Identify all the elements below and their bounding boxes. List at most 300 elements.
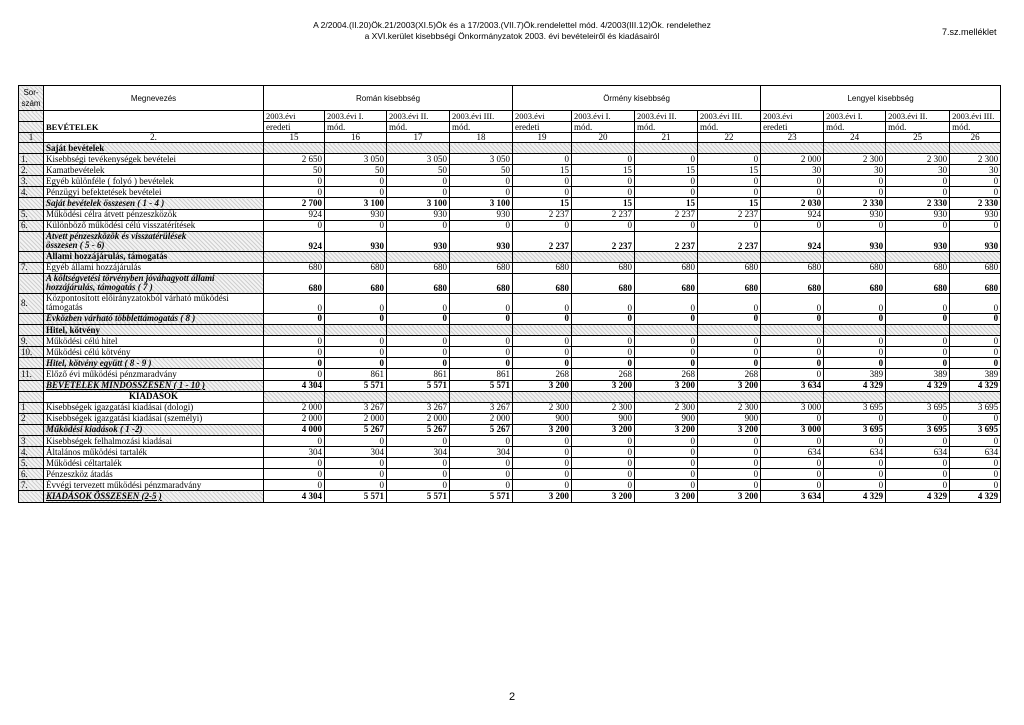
value-cell: 680 — [387, 273, 450, 293]
row-number: 7. — [19, 480, 44, 491]
row-label — [44, 273, 264, 293]
value-cell: 0 — [824, 313, 886, 324]
table-row — [19, 336, 1001, 347]
value-cell: 0 — [387, 435, 450, 446]
value-cell: 2 237 — [513, 231, 572, 251]
value-cell: 0 — [824, 187, 886, 198]
value-cell: 4 329 — [886, 491, 950, 502]
value-cell: 0 — [264, 187, 325, 198]
value-cell: 0 — [572, 447, 635, 458]
value-cell — [635, 251, 698, 262]
value-cell: 3 200 — [572, 424, 635, 435]
value-cell: 50 — [450, 165, 513, 176]
value-cell — [950, 143, 1001, 154]
value-cell: 0 — [325, 336, 387, 347]
value-cell: 924 — [264, 209, 325, 220]
value-cell: 930 — [450, 231, 513, 251]
value-cell — [761, 143, 824, 154]
value-cell: 680 — [572, 262, 635, 273]
value-cell: 3 200 — [572, 491, 635, 502]
value-cell: 930 — [387, 209, 450, 220]
value-cell: 0 — [572, 347, 635, 358]
value-cell: 0 — [761, 435, 824, 446]
value-cell: 30 — [761, 165, 824, 176]
value-cell: 2 700 — [264, 198, 325, 209]
column-type-label: mód. — [635, 122, 698, 133]
value-cell — [572, 251, 635, 262]
value-cell — [950, 251, 1001, 262]
bevetelek-title: BEVÉTELEK — [44, 111, 264, 133]
value-cell: 0 — [886, 187, 950, 198]
table-row — [19, 358, 1001, 369]
value-cell: 680 — [387, 262, 450, 273]
value-cell: 0 — [513, 154, 572, 165]
value-cell: 3 267 — [325, 402, 387, 413]
value-cell: 0 — [761, 313, 824, 324]
table-row — [19, 313, 1001, 324]
row-number: 11. — [19, 369, 44, 380]
table-row — [19, 143, 1001, 154]
value-cell: 0 — [886, 358, 950, 369]
column-type-label: mód. — [387, 122, 450, 133]
value-cell: 4 329 — [824, 380, 886, 391]
row-number: 3 — [19, 435, 44, 446]
header-line-2: a XVI.kerület kisebbségi Önkormányzatok 2003. évi bevételeiről és kiadásairól — [364, 31, 660, 41]
table-row — [19, 402, 1001, 413]
value-cell: 15 — [635, 165, 698, 176]
value-cell: 3 100 — [325, 198, 387, 209]
column-type-label: eredeti — [761, 122, 824, 133]
value-cell: 0 — [635, 469, 698, 480]
row-label: Évvégi tervezett működési pénzmaradvány — [44, 480, 264, 491]
row-number — [19, 358, 44, 369]
value-cell: 0 — [387, 313, 450, 324]
column-year-label: 2003.évi I. — [325, 111, 387, 122]
value-cell: 304 — [387, 447, 450, 458]
value-cell: 0 — [450, 458, 513, 469]
annex-label: 7.sz.melléklet — [942, 27, 997, 37]
value-cell: 0 — [824, 458, 886, 469]
table-row — [19, 447, 1001, 458]
table-row — [19, 262, 1001, 273]
value-cell: 680 — [264, 273, 325, 293]
value-cell: 0 — [635, 435, 698, 446]
value-cell: 5 571 — [325, 491, 387, 502]
value-cell: 0 — [513, 176, 572, 187]
value-cell: 0 — [572, 358, 635, 369]
row-number: 6. — [19, 220, 44, 231]
table-row — [19, 231, 1001, 251]
value-cell — [387, 325, 450, 336]
row-label: Kisebbségek felhalmozási kiadásai — [44, 435, 264, 446]
value-cell: 0 — [761, 458, 824, 469]
value-cell: 2 237 — [635, 209, 698, 220]
value-cell: 5 571 — [325, 380, 387, 391]
value-cell: 634 — [824, 447, 886, 458]
value-cell: 0 — [450, 336, 513, 347]
value-cell: 0 — [513, 347, 572, 358]
value-cell: 0 — [264, 347, 325, 358]
value-cell: 0 — [761, 369, 824, 380]
value-cell: 0 — [950, 435, 1001, 446]
value-cell — [950, 391, 1001, 402]
value-cell: 3 050 — [325, 154, 387, 165]
value-cell: 0 — [950, 176, 1001, 187]
row-label — [44, 231, 264, 251]
value-cell: 0 — [950, 336, 1001, 347]
column-year-label: 2003.évi I. — [572, 111, 635, 122]
column-number: 24 — [824, 133, 886, 143]
row-label: Kisebbségi tevékenységek bevételei — [44, 154, 264, 165]
column-type-label: mód. — [824, 122, 886, 133]
value-cell: 3 200 — [513, 380, 572, 391]
value-cell: 680 — [264, 262, 325, 273]
value-cell: 0 — [698, 447, 761, 458]
value-cell: 0 — [698, 220, 761, 231]
table-row — [19, 391, 1001, 402]
document-header — [0, 20, 1024, 42]
value-cell: 2 000 — [264, 402, 325, 413]
value-cell: 0 — [698, 480, 761, 491]
value-cell: 0 — [387, 220, 450, 231]
value-cell: 0 — [950, 480, 1001, 491]
value-cell: 0 — [572, 480, 635, 491]
column-type-label: mód. — [325, 122, 387, 133]
value-cell: 3 695 — [950, 424, 1001, 435]
value-cell: 0 — [325, 347, 387, 358]
value-cell: 0 — [635, 293, 698, 313]
value-cell: 0 — [635, 358, 698, 369]
value-cell: 0 — [824, 435, 886, 446]
value-cell: 30 — [824, 165, 886, 176]
value-cell — [761, 325, 824, 336]
value-cell: 0 — [824, 176, 886, 187]
value-cell — [513, 251, 572, 262]
value-cell: 680 — [824, 262, 886, 273]
row-label — [44, 293, 264, 313]
table-row — [19, 251, 1001, 262]
row-label: Évközben várható többlettámogatás ( 8 ) — [44, 313, 264, 324]
value-cell — [698, 143, 761, 154]
row-number: 4. — [19, 447, 44, 458]
value-cell: 0 — [387, 458, 450, 469]
column-number: 19 — [513, 133, 572, 143]
value-cell: 5 267 — [387, 424, 450, 435]
table-row — [19, 424, 1001, 435]
value-cell: 2 330 — [950, 198, 1001, 209]
table-row — [19, 220, 1001, 231]
table-row — [19, 273, 1001, 293]
value-cell: 2 000 — [325, 413, 387, 424]
value-cell: 50 — [387, 165, 450, 176]
value-cell: 0 — [761, 347, 824, 358]
row-label-line-2: összesen ( 5 - 6) — [46, 240, 105, 251]
value-cell: 924 — [761, 209, 824, 220]
value-cell: 680 — [450, 262, 513, 273]
row-label-line-1: Központosított előirányzatokból várható működési — [46, 293, 229, 304]
value-cell — [450, 251, 513, 262]
row-number — [19, 198, 44, 209]
row-number — [19, 251, 44, 262]
value-cell: 3 200 — [635, 491, 698, 502]
value-cell: 0 — [513, 220, 572, 231]
group-header-lengyel: Lengyel kisebbség — [761, 86, 1001, 111]
table-row — [19, 458, 1001, 469]
value-cell: 2 300 — [513, 402, 572, 413]
column-year-label: 2003.évi III. — [950, 111, 1001, 122]
table-row — [19, 187, 1001, 198]
value-cell: 930 — [325, 209, 387, 220]
column-year-label: 2003.évi II. — [886, 111, 950, 122]
column-number: 1 — [19, 133, 44, 143]
value-cell: 0 — [886, 220, 950, 231]
value-cell: 0 — [950, 458, 1001, 469]
value-cell: 0 — [698, 154, 761, 165]
group-header-ormeny: Örmény kisebbség — [513, 86, 761, 111]
value-cell: 0 — [886, 480, 950, 491]
value-cell: 3 200 — [513, 491, 572, 502]
column-year-label: 2003.évi III. — [698, 111, 761, 122]
value-cell: 0 — [698, 187, 761, 198]
value-cell: 0 — [513, 469, 572, 480]
value-cell: 900 — [513, 413, 572, 424]
value-cell: 680 — [325, 273, 387, 293]
value-cell: 30 — [886, 165, 950, 176]
value-cell: 0 — [886, 458, 950, 469]
value-cell: 0 — [325, 469, 387, 480]
value-cell — [635, 325, 698, 336]
value-cell — [886, 251, 950, 262]
value-cell: 930 — [824, 231, 886, 251]
value-cell: 680 — [950, 262, 1001, 273]
value-cell: 2 237 — [572, 231, 635, 251]
row-label: Működési célú hitel — [44, 336, 264, 347]
value-cell: 0 — [325, 220, 387, 231]
value-cell: 3 200 — [698, 491, 761, 502]
value-cell: 0 — [387, 187, 450, 198]
value-cell: 900 — [572, 413, 635, 424]
value-cell: 680 — [513, 273, 572, 293]
column-number: 20 — [572, 133, 635, 143]
value-cell: 930 — [824, 209, 886, 220]
value-cell: 0 — [264, 220, 325, 231]
value-cell: 0 — [264, 293, 325, 313]
value-cell: 680 — [635, 273, 698, 293]
value-cell: 0 — [572, 458, 635, 469]
value-cell: 2 237 — [698, 209, 761, 220]
value-cell: 5 571 — [450, 380, 513, 391]
value-cell: 930 — [325, 231, 387, 251]
value-cell: 268 — [572, 369, 635, 380]
table-row — [19, 480, 1001, 491]
value-cell: 0 — [824, 358, 886, 369]
value-cell: 5 267 — [450, 424, 513, 435]
value-cell: 0 — [572, 176, 635, 187]
value-cell: 2 300 — [698, 402, 761, 413]
row-label: Kisebbségek igazgatási kiadásai (dologi) — [44, 402, 264, 413]
value-cell: 0 — [635, 154, 698, 165]
table-row — [19, 325, 1001, 336]
value-cell: 0 — [824, 336, 886, 347]
header-row-groups — [19, 86, 1001, 111]
value-cell: 680 — [761, 262, 824, 273]
value-cell: 0 — [325, 435, 387, 446]
row-label: Működési kiadások ( 1 -2) — [44, 424, 264, 435]
value-cell: 2 300 — [886, 154, 950, 165]
value-cell: 304 — [325, 447, 387, 458]
row-label: Általános működési tartalék — [44, 447, 264, 458]
value-cell: 2 330 — [824, 198, 886, 209]
value-cell: 680 — [886, 262, 950, 273]
row-label: Hitel, kötvény — [44, 325, 264, 336]
value-cell: 0 — [886, 435, 950, 446]
table-row — [19, 165, 1001, 176]
value-cell — [950, 325, 1001, 336]
value-cell: 0 — [635, 458, 698, 469]
value-cell — [325, 391, 387, 402]
value-cell: 0 — [325, 458, 387, 469]
value-cell: 0 — [761, 480, 824, 491]
row-label: Működési céltartalék — [44, 458, 264, 469]
value-cell: 0 — [450, 313, 513, 324]
value-cell: 2 237 — [635, 231, 698, 251]
value-cell: 3 695 — [950, 402, 1001, 413]
value-cell: 0 — [950, 187, 1001, 198]
value-cell: 0 — [387, 469, 450, 480]
row-label: Saját bevételek — [44, 143, 264, 154]
row-number: 7. — [19, 262, 44, 273]
row-number — [19, 313, 44, 324]
value-cell: 930 — [886, 209, 950, 220]
value-cell: 4 304 — [264, 380, 325, 391]
value-cell: 0 — [824, 347, 886, 358]
value-cell: 0 — [450, 187, 513, 198]
value-cell — [572, 325, 635, 336]
value-cell: 0 — [513, 187, 572, 198]
value-cell: 0 — [698, 313, 761, 324]
value-cell: 0 — [264, 458, 325, 469]
value-cell: 304 — [264, 447, 325, 458]
value-cell: 3 695 — [824, 402, 886, 413]
row-label: Kisebbségek igazgatási kiadásai (személyi) — [44, 413, 264, 424]
value-cell: 4 329 — [824, 491, 886, 502]
table-row — [19, 154, 1001, 165]
value-cell: 5 571 — [387, 380, 450, 391]
row-label: Működési célra átvett pénzeszközök — [44, 209, 264, 220]
value-cell: 924 — [264, 231, 325, 251]
column-type-label: eredeti — [513, 122, 572, 133]
column-type-label: mód. — [572, 122, 635, 133]
value-cell: 389 — [824, 369, 886, 380]
value-cell: 0 — [886, 293, 950, 313]
value-cell: 3 267 — [387, 402, 450, 413]
group-header-roman: Román kisebbség — [264, 86, 513, 111]
value-cell: 0 — [513, 336, 572, 347]
value-cell: 680 — [450, 273, 513, 293]
value-cell: 0 — [513, 435, 572, 446]
value-cell — [513, 143, 572, 154]
table-row — [19, 380, 1001, 391]
row-label-line-2: támogatás — [46, 302, 83, 313]
value-cell — [698, 251, 761, 262]
value-cell: 0 — [513, 447, 572, 458]
value-cell: 3 200 — [698, 424, 761, 435]
row-label: Pénzügyi befektetések bevételei — [44, 187, 264, 198]
table-row — [19, 176, 1001, 187]
value-cell: 3 200 — [572, 380, 635, 391]
value-cell: 2 237 — [572, 209, 635, 220]
value-cell: 0 — [761, 293, 824, 313]
value-cell: 2 330 — [886, 198, 950, 209]
value-cell: 5 571 — [387, 491, 450, 502]
value-cell — [264, 325, 325, 336]
value-cell: 0 — [387, 293, 450, 313]
value-cell: 680 — [950, 273, 1001, 293]
column-year-label: 2003.évi — [264, 111, 325, 122]
value-cell — [325, 143, 387, 154]
value-cell: 0 — [387, 336, 450, 347]
value-cell: 3 000 — [761, 424, 824, 435]
value-cell: 15 — [513, 165, 572, 176]
value-cell — [886, 143, 950, 154]
value-cell: 0 — [761, 413, 824, 424]
value-cell: 0 — [698, 469, 761, 480]
row-number: 4. — [19, 187, 44, 198]
value-cell: 0 — [635, 313, 698, 324]
value-cell: 680 — [698, 262, 761, 273]
value-cell — [824, 251, 886, 262]
value-cell — [698, 325, 761, 336]
value-cell: 930 — [950, 209, 1001, 220]
value-cell: 680 — [886, 273, 950, 293]
value-cell: 5 571 — [450, 491, 513, 502]
value-cell: 0 — [387, 480, 450, 491]
value-cell: 680 — [513, 262, 572, 273]
value-cell: 0 — [698, 176, 761, 187]
row-number: 5. — [19, 209, 44, 220]
table-row — [19, 491, 1001, 502]
value-cell: 15 — [513, 198, 572, 209]
value-cell: 0 — [950, 413, 1001, 424]
value-cell: 0 — [513, 480, 572, 491]
value-cell: 0 — [886, 313, 950, 324]
value-cell — [513, 325, 572, 336]
value-cell: 0 — [950, 469, 1001, 480]
header-row-column-numbers — [19, 133, 1001, 143]
value-cell: 3 634 — [761, 491, 824, 502]
value-cell: 900 — [635, 413, 698, 424]
row-number — [19, 380, 44, 391]
value-cell: 0 — [950, 347, 1001, 358]
row-number — [19, 424, 44, 435]
value-cell: 0 — [450, 176, 513, 187]
column-number: 17 — [387, 133, 450, 143]
megnevezes-header: Megnevezés — [44, 86, 264, 111]
value-cell: 268 — [513, 369, 572, 380]
value-cell: 3 200 — [698, 380, 761, 391]
value-cell: 0 — [325, 176, 387, 187]
value-cell: 0 — [698, 336, 761, 347]
row-number — [19, 231, 44, 251]
row-label-line-1: Átvett pénzeszközök és visszatérülések — [46, 231, 187, 242]
value-cell: 15 — [635, 198, 698, 209]
value-cell: 0 — [264, 358, 325, 369]
value-cell: 4 329 — [886, 380, 950, 391]
value-cell: 0 — [325, 187, 387, 198]
header-cell — [19, 122, 44, 133]
value-cell: 634 — [950, 447, 1001, 458]
row-label: Működési célú kötvény — [44, 347, 264, 358]
